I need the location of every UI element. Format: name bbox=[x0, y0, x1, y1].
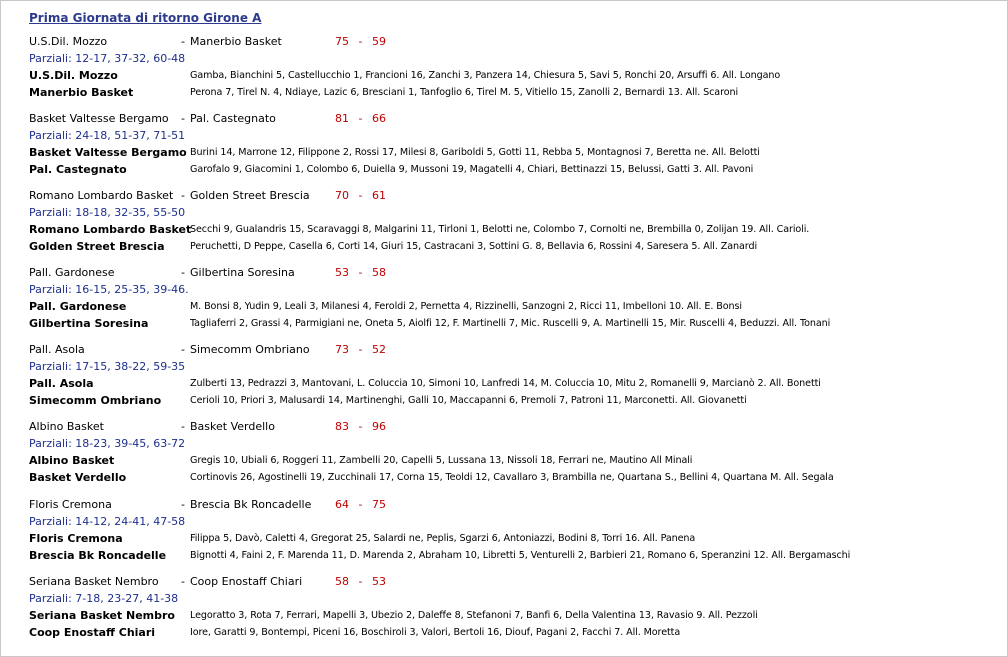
final-score: 70 - 61 bbox=[335, 189, 386, 202]
home-roster-players: M. Bonsi 8, Yudin 9, Leali 3, Milanesi 4, Feroldi 2, Pernetta 4, Rizzinelli, Sanzogni 2, Ricci 11, Imbelloni 10. All. E. Bonsi bbox=[190, 301, 742, 312]
home-team: Albino Basket bbox=[29, 420, 104, 433]
match-row bbox=[29, 418, 989, 435]
away-roster-row bbox=[29, 238, 989, 255]
home-roster-team: U.S.Dil. Mozzo bbox=[29, 69, 118, 82]
partial-scores: Parziali: 24-18, 51-37, 71-51 bbox=[29, 129, 186, 142]
final-score: 81 - 66 bbox=[335, 112, 386, 125]
away-roster-row bbox=[29, 315, 989, 332]
home-roster-row bbox=[29, 375, 989, 392]
away-team: Pal. Castegnato bbox=[190, 112, 276, 125]
home-roster-row bbox=[29, 144, 989, 161]
partial-scores: Parziali: 7-18, 23-27, 41-38 bbox=[29, 592, 179, 605]
game-block bbox=[29, 33, 989, 101]
match-row bbox=[29, 341, 989, 358]
away-team: Basket Verdello bbox=[190, 420, 275, 433]
home-roster-team: Basket Valtesse Bergamo bbox=[29, 146, 187, 159]
match-row bbox=[29, 33, 989, 50]
away-roster-team: Coop Enostaff Chiari bbox=[29, 626, 156, 639]
final-score: 53 - 58 bbox=[335, 266, 386, 279]
home-roster-row bbox=[29, 530, 989, 547]
home-roster-team: Pall. Gardonese bbox=[29, 300, 127, 313]
match-separator: - bbox=[181, 498, 185, 511]
match-row bbox=[29, 264, 989, 281]
match-separator: - bbox=[181, 266, 185, 279]
home-roster-players: Secchi 9, Gualandris 15, Scaravaggi 8, Malgarini 11, Tirloni 1, Belotti ne, Colombo 7, Cornolti ne, Brembilla 0, Zolijan 19. All. Carioli. bbox=[190, 224, 810, 235]
away-roster-row bbox=[29, 161, 989, 178]
game-block bbox=[29, 418, 989, 486]
away-roster-players: Cortinovis 26, Agostinelli 19, Zucchinali 17, Corna 15, Teoldi 12, Cavallaro 3, Brambilla ne, Quartana S., Bellini 4, Quartana M. All. Segala bbox=[190, 472, 834, 483]
away-team: Coop Enostaff Chiari bbox=[190, 575, 303, 588]
away-roster-team: Brescia Bk Roncadelle bbox=[29, 549, 167, 562]
home-team: U.S.Dil. Mozzo bbox=[29, 35, 108, 48]
away-roster-players: Bignotti 4, Faini 2, F. Marenda 11, D. Marenda 2, Abraham 10, Libretti 5, Venturelli 2, Barbieri 21, Romano 6, Speranzini 12. All. Bergamaschi bbox=[190, 550, 851, 561]
away-roster-row bbox=[29, 624, 989, 641]
partial-scores: Parziali: 16-15, 25-35, 39-46. bbox=[29, 283, 189, 296]
away-roster-row bbox=[29, 547, 989, 564]
home-roster-team: Romano Lombardo Basket bbox=[29, 223, 192, 236]
away-roster-team: Golden Street Brescia bbox=[29, 240, 165, 253]
away-roster-players: Cerioli 10, Priori 3, Malusardi 14, Martinenghi, Galli 10, Maccapanni 6, Premoli 7, Patroni 11, Marconetti. All. Giovanetti bbox=[190, 395, 747, 406]
away-roster-row bbox=[29, 469, 989, 486]
final-score: 64 - 75 bbox=[335, 498, 386, 511]
away-roster-players: Iore, Garatti 9, Bontempi, Piceni 16, Boschiroli 3, Valori, Bertoli 16, Diouf, Pagani 2, Facchi 7. All. Moretta bbox=[190, 627, 681, 638]
home-roster-team: Albino Basket bbox=[29, 454, 115, 467]
home-roster-players: Legoratto 3, Rota 7, Ferrari, Mapelli 3, Ubezio 2, Daleffe 8, Stefanoni 7, Banfi 6, Della Valentina 13, Ravasio 9. All. Pezzoli bbox=[190, 610, 758, 621]
game-block bbox=[29, 496, 989, 564]
game-block bbox=[29, 573, 989, 641]
match-row bbox=[29, 573, 989, 590]
home-team: Pall. Gardonese bbox=[29, 266, 115, 279]
match-separator: - bbox=[181, 575, 185, 588]
home-team: Basket Valtesse Bergamo bbox=[29, 112, 169, 125]
partial-scores: Parziali: 12-17, 37-32, 60-48 bbox=[29, 52, 186, 65]
match-separator: - bbox=[181, 112, 185, 125]
match-separator: - bbox=[181, 343, 185, 356]
match-separator: - bbox=[181, 189, 185, 202]
away-roster-team: Gilbertina Soresina bbox=[29, 317, 149, 330]
home-roster-row bbox=[29, 67, 989, 84]
home-team: Floris Cremona bbox=[29, 498, 112, 511]
away-roster-row bbox=[29, 84, 989, 101]
away-team: Gilbertina Soresina bbox=[190, 266, 295, 279]
home-roster-players: Burini 14, Marrone 12, Filippone 2, Rossi 17, Milesi 8, Gariboldi 5, Gotti 11, Rebba 5, Montagnosi 7, Beretta ne. All. Belotti bbox=[190, 147, 760, 158]
away-roster-players: Peruchetti, D Peppe, Casella 6, Corti 14, Giuri 15, Castracani 3, Sottini G. 8, Bellavia 6, Rossini 4, Saresera 5. All. Zanardi bbox=[190, 241, 758, 252]
away-roster-players: Perona 7, Tirel N. 4, Ndiaye, Lazic 6, Bresciani 1, Tanfoglio 6, Tirel M. 5, Vitiello 15, Zanolli 2, Bernardi 13. All. Scaroni bbox=[190, 87, 739, 98]
match-separator: - bbox=[181, 420, 185, 433]
home-roster-players: Gregis 10, Ubiali 6, Roggeri 11, Zambelli 20, Capelli 5, Lussana 13, Nissoli 18, Ferrari ne, Mautino All Minali bbox=[190, 455, 693, 466]
away-team: Golden Street Brescia bbox=[190, 189, 310, 202]
away-team: Simecomm Ombriano bbox=[190, 343, 310, 356]
home-roster-players: Filippa 5, Davò, Caletti 4, Gregorat 25, Salardi ne, Peplis, Sgarzi 6, Antoniazzi, Bodini 8, Torri 16. All. Panena bbox=[190, 533, 696, 544]
away-roster-players: Garofalo 9, Giacomini 1, Colombo 6, Duiella 9, Mussoni 19, Magatelli 4, Chiari, Bettinazzi 15, Belussi, Gatti 3. All. Pavoni bbox=[190, 164, 754, 175]
home-roster-row bbox=[29, 452, 989, 469]
match-row bbox=[29, 496, 989, 513]
final-score: 83 - 96 bbox=[335, 420, 386, 433]
match-row bbox=[29, 187, 989, 204]
away-roster-team: Manerbio Basket bbox=[29, 86, 134, 99]
final-score: 75 - 59 bbox=[335, 35, 386, 48]
match-separator: - bbox=[181, 35, 185, 48]
partial-scores: Parziali: 14-12, 24-41, 47-58 bbox=[29, 515, 186, 528]
home-roster-players: Zulberti 13, Pedrazzi 3, Mantovani, L. Coluccia 10, Simoni 10, Lanfredi 14, M. Coluccia 10, Mitu 2, Romanelli 9, Marcianò 2. All. Bonetti bbox=[190, 378, 821, 389]
final-score: 58 - 53 bbox=[335, 575, 386, 588]
partial-scores: Parziali: 18-23, 39-45, 63-72 bbox=[29, 437, 186, 450]
partial-scores: Parziali: 18-18, 32-35, 55-50 bbox=[29, 206, 186, 219]
away-roster-team: Basket Verdello bbox=[29, 471, 127, 484]
home-roster-row bbox=[29, 607, 989, 624]
home-roster-team: Seriana Basket Nembro bbox=[29, 609, 175, 622]
home-roster-team: Floris Cremona bbox=[29, 532, 123, 545]
home-roster-row bbox=[29, 298, 989, 315]
game-block bbox=[29, 264, 989, 332]
away-team: Brescia Bk Roncadelle bbox=[190, 498, 312, 511]
game-block bbox=[29, 110, 989, 178]
match-row bbox=[29, 110, 989, 127]
home-roster-row bbox=[29, 221, 989, 238]
away-roster-team: Pal. Castegnato bbox=[29, 163, 127, 176]
home-team: Romano Lombardo Basket bbox=[29, 189, 174, 202]
away-team: Manerbio Basket bbox=[190, 35, 282, 48]
game-block bbox=[29, 341, 989, 409]
away-roster-row bbox=[29, 392, 989, 409]
page-title[interactable]: Prima Giornata di ritorno Girone A bbox=[29, 11, 262, 25]
home-roster-players: Gamba, Bianchini 5, Castellucchio 1, Francioni 16, Zanchi 3, Panzera 14, Chiesura 5, Savi 5, Ronchi 20, Arsuffi 6. All. Longano bbox=[190, 70, 781, 81]
away-roster-players: Tagliaferri 2, Grassi 4, Parmigiani ne, Oneta 5, Aiolfi 12, F. Martinelli 7, Mic. Ruscelli 9, A. Martinelli 15, Mir. Ruscelli 4, Beduzzi. All. Tonani bbox=[190, 318, 831, 329]
away-roster-team: Simecomm Ombriano bbox=[29, 394, 162, 407]
home-team: Seriana Basket Nembro bbox=[29, 575, 159, 588]
final-score: 73 - 52 bbox=[335, 343, 386, 356]
home-team: Pall. Asola bbox=[29, 343, 85, 356]
home-roster-team: Pall. Asola bbox=[29, 377, 94, 390]
game-block bbox=[29, 187, 989, 255]
partial-scores: Parziali: 17-15, 38-22, 59-35 bbox=[29, 360, 186, 373]
